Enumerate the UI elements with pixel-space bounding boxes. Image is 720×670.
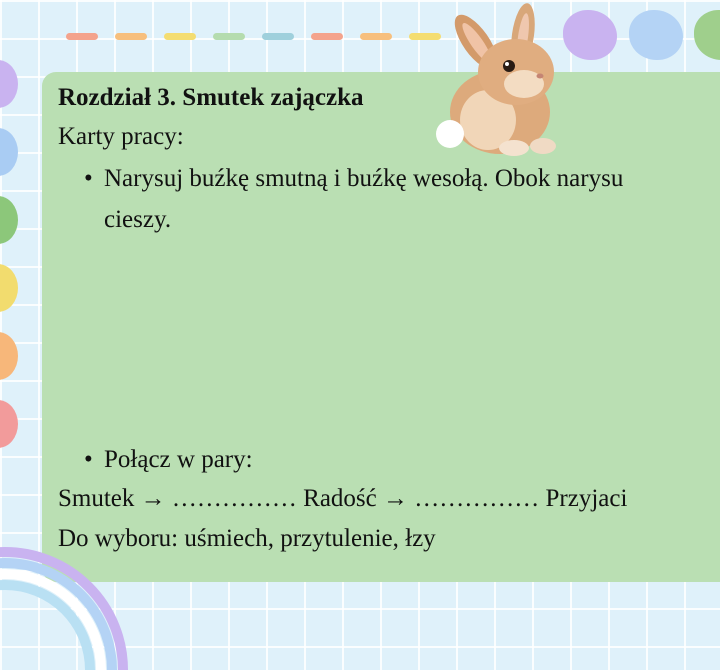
task-2-bullet: •: [84, 446, 93, 473]
dash-2: [115, 33, 147, 40]
side-dot-red: [0, 400, 18, 448]
decor-dot-blue: [629, 10, 683, 60]
worksheet-subtitle: Karty pracy:: [58, 123, 184, 150]
task-1-line-2: cieszy.: [104, 206, 172, 233]
task-1-bullet: •: [84, 165, 93, 192]
side-dot-orange: [0, 332, 18, 380]
dash-5: [262, 33, 294, 40]
pairs-line: Smutek → …………… Radość → …………… Przyjaci: [58, 485, 628, 512]
dash-1: [66, 33, 98, 40]
choices-line: Do wyboru: uśmiech, przytulenie, łzy: [58, 525, 436, 552]
side-dot-green: [0, 196, 18, 244]
dash-3: [164, 33, 196, 40]
side-dot-blue: [0, 128, 18, 176]
bunny-illustration: [428, 0, 568, 165]
decor-dot-green: [694, 10, 720, 60]
decor-dot-purple: [563, 10, 617, 60]
dash-6: [311, 33, 343, 40]
dash-4: [213, 33, 245, 40]
task-1-line-1: Narysuj buźkę smutną i buźkę wesołą. Obok narysu: [104, 165, 624, 192]
dash-7: [360, 33, 392, 40]
task-2-line-1: Połącz w pary:: [104, 446, 253, 473]
side-dot-purple: [0, 60, 18, 108]
side-dot-yellow: [0, 264, 18, 312]
chapter-title: Rozdział 3. Smutek zajączka: [58, 84, 364, 111]
